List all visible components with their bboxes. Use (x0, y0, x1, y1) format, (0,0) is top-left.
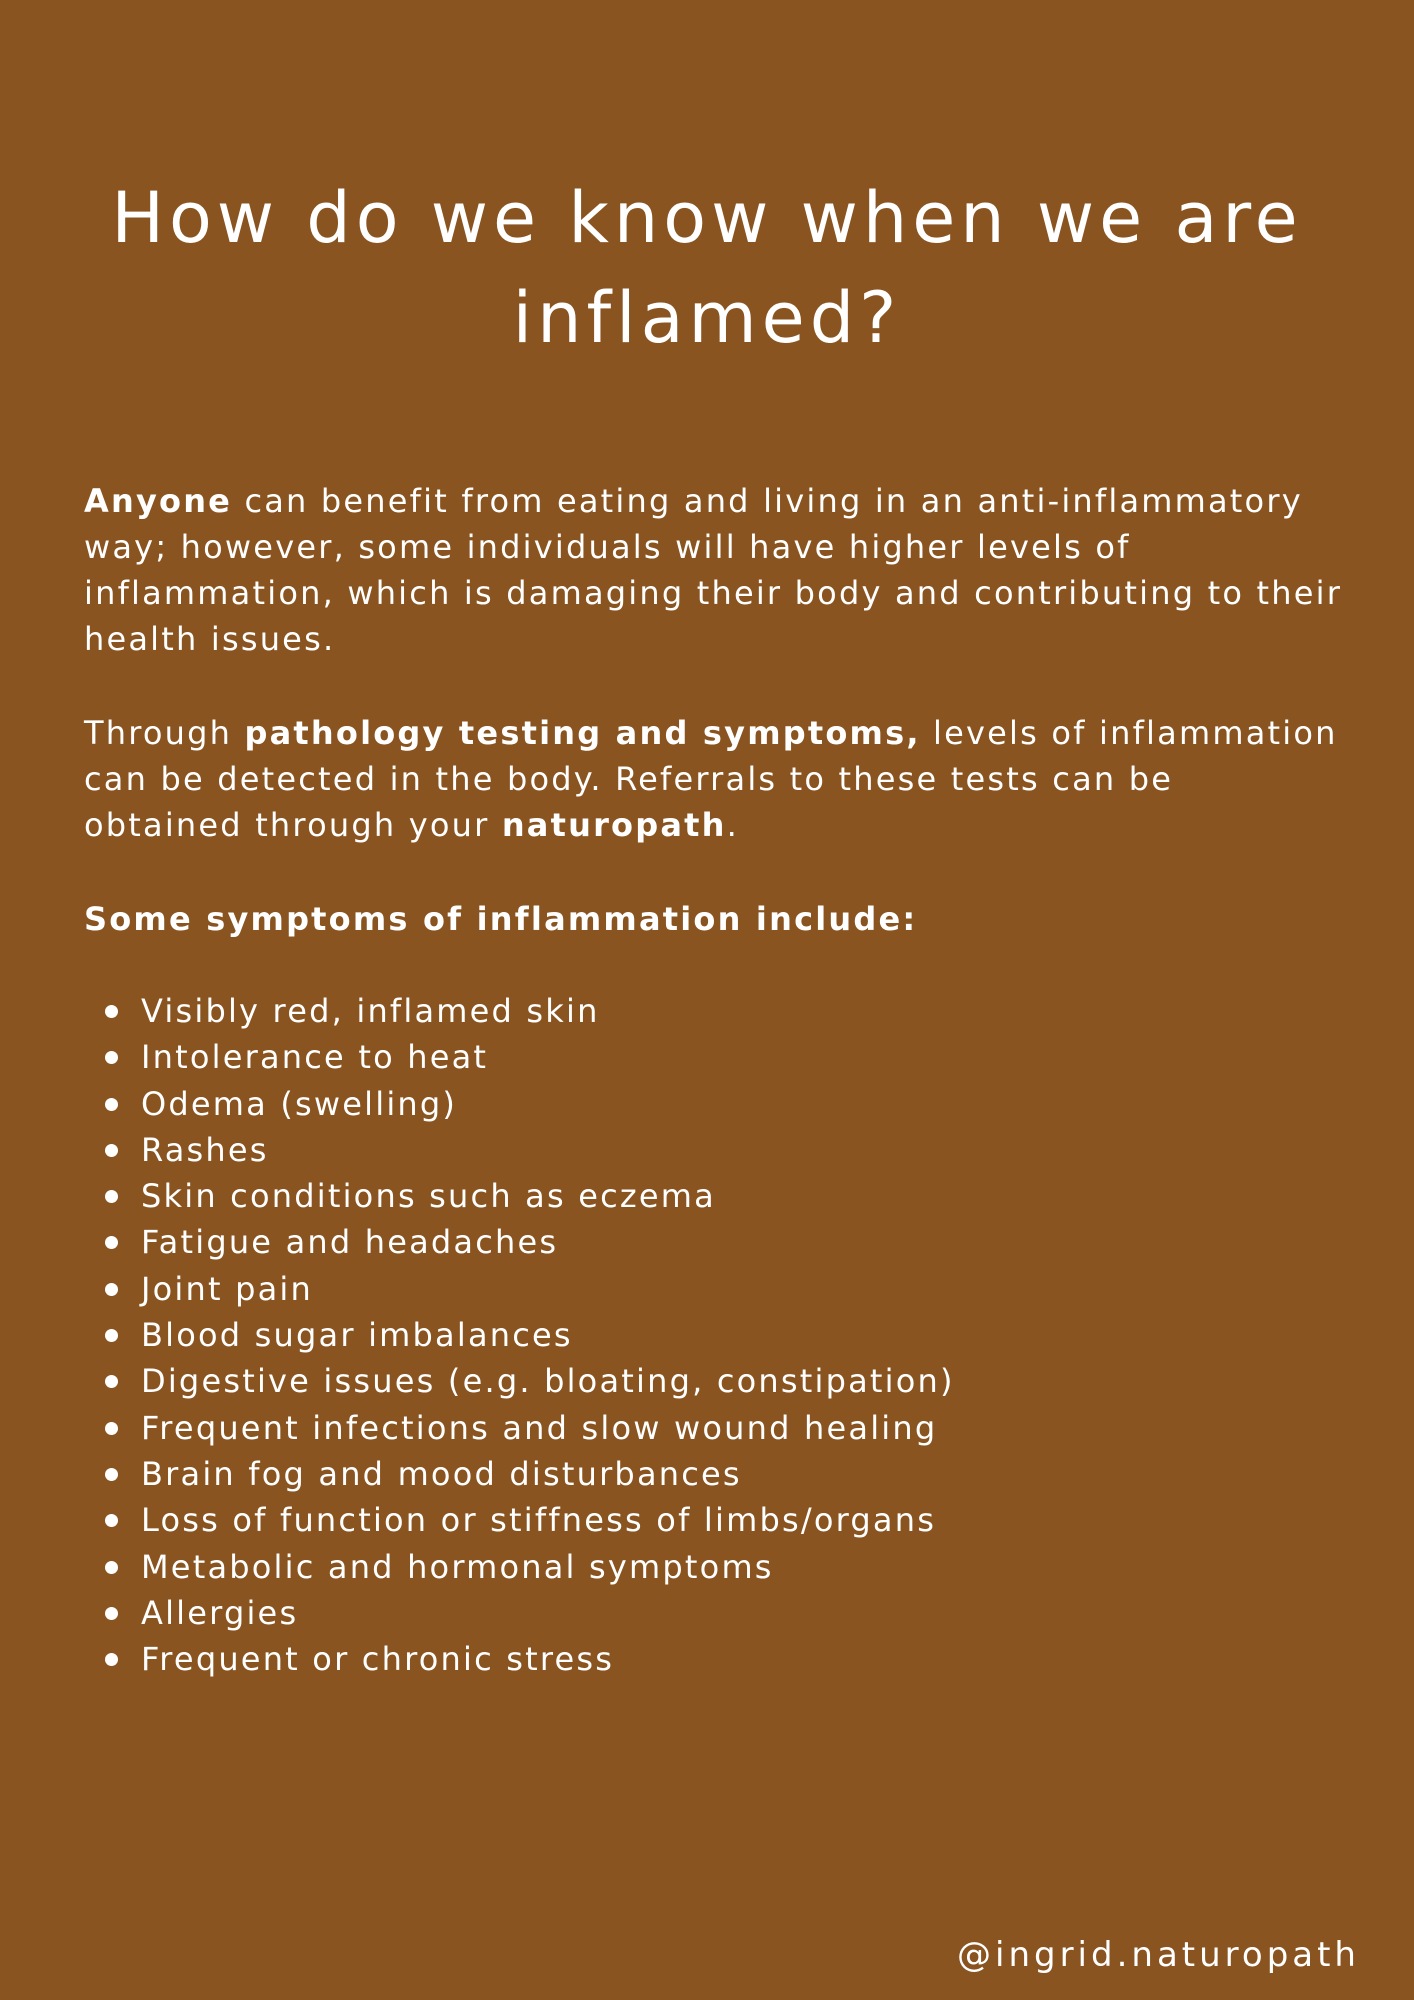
symptom-item (84, 1590, 1284, 1636)
symptom-label: Odema (swelling) (141, 1084, 458, 1123)
symptom-item (84, 1266, 1284, 1312)
pathology-text-3: . (726, 806, 739, 844)
symptom-label: Allergies (141, 1593, 299, 1632)
symptom-label: Brain fog and mood disturbances (141, 1454, 742, 1493)
symptom-item (84, 1358, 1284, 1404)
bullet-icon (105, 1607, 118, 1620)
bullet-icon (105, 1514, 118, 1527)
pathology-bold-naturopath: naturopath (501, 806, 727, 844)
bullet-icon (105, 1375, 118, 1388)
bullet-icon (105, 1283, 118, 1296)
bullet-icon (105, 1005, 118, 1018)
bullet-icon (105, 1468, 118, 1481)
symptom-item (84, 1497, 1284, 1543)
symptom-item (84, 1405, 1284, 1451)
symptom-item (84, 1451, 1284, 1497)
bullet-icon (105, 1144, 118, 1157)
bullet-icon (105, 1422, 118, 1435)
page-title: How do we know when we are inflamed? (111, 177, 1303, 359)
intro-bold-lead: Anyone (84, 482, 233, 520)
symptom-label: Digestive issues (e.g. bloating, constipation) (141, 1362, 955, 1401)
symptom-label: Intolerance to heat (141, 1038, 489, 1077)
symptom-item (84, 1219, 1284, 1265)
symptoms-heading: Some symptoms of inflammation include: (84, 900, 918, 938)
symptom-label: Skin conditions such as eczema (141, 1177, 716, 1216)
symptom-item (84, 1173, 1284, 1219)
pathology-text-1: Through (84, 714, 245, 752)
symptom-label: Frequent infections and slow wound healing (141, 1408, 938, 1447)
symptom-label: Frequent or chronic stress (141, 1640, 615, 1679)
bullet-icon (105, 1561, 118, 1574)
symptom-label: Loss of function or stiffness of limbs/organs (141, 1501, 937, 1540)
symptom-label: Joint pain (141, 1269, 313, 1308)
symptom-label: Fatigue and headaches (141, 1223, 559, 1262)
symptom-item (84, 1312, 1284, 1358)
symptom-item (84, 1127, 1284, 1173)
symptom-item (84, 1544, 1284, 1590)
symptom-label: Rashes (141, 1130, 269, 1169)
pathology-text-2: levels of inflammation can be detected in the body. Referrals to these tests can be obtained through your (84, 714, 1338, 844)
bullet-icon (105, 1329, 118, 1342)
bullet-icon (105, 1051, 118, 1064)
intro-text: can benefit from eating and living in an anti-inflammatory way; however, some individuals will have higher levels of inflammation, which is damaging their body and contributing to their health issues. (84, 482, 1343, 658)
symptom-item (84, 1636, 1284, 1682)
social-handle: @ingrid.naturopath (957, 1935, 1360, 1975)
symptom-label: Metabolic and hormonal symptoms (141, 1547, 774, 1586)
intro-paragraph (84, 478, 1344, 662)
symptom-label: Visibly red, inflamed skin (141, 992, 600, 1030)
symptom-item (84, 1081, 1284, 1127)
bullet-icon (105, 1190, 118, 1203)
bullet-icon (105, 1653, 118, 1666)
bullet-icon (105, 1236, 118, 1249)
pathology-paragraph (84, 710, 1344, 848)
bullet-icon (105, 1098, 118, 1111)
symptom-item (84, 1034, 1284, 1080)
symptom-label: Blood sugar imbalances (141, 1316, 573, 1355)
symptom-item (84, 988, 1284, 1034)
symptoms-list (84, 988, 1284, 1682)
pathology-bold-1: pathology testing and symptoms, (244, 714, 921, 752)
